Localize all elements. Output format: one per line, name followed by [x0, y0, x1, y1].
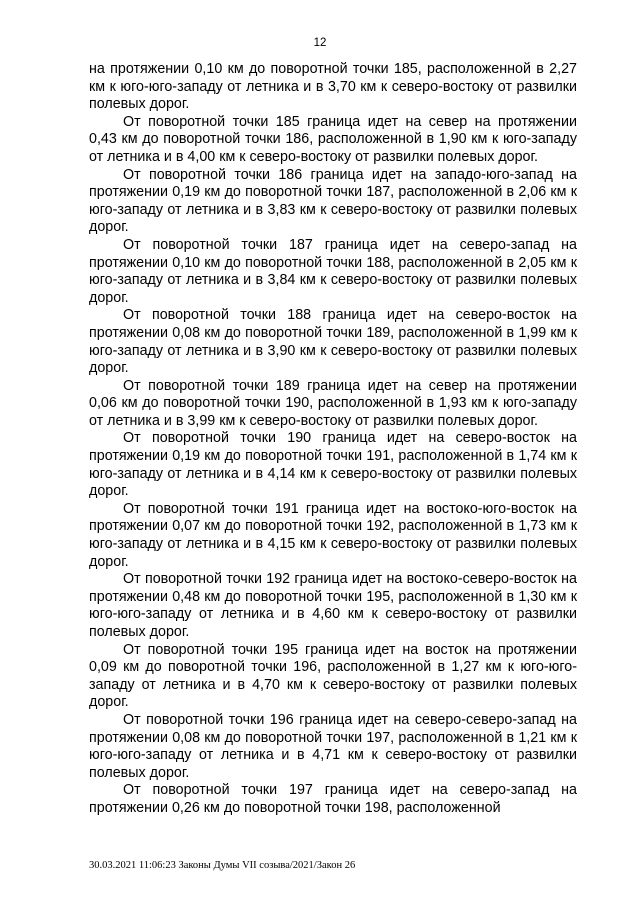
paragraph: От поворотной точки 190 граница идет на северо-восток на протяжении 0,19 км до поворотной точки 191, расположенной в 1,74 км к юго-западу от летника и в 4,14 км к северо-востоку от развилки полевых дорог. — [89, 430, 577, 500]
paragraph: От поворотной точки 196 граница идет на северо-северо-запад на протяжении 0,08 км до поворотной точки 197, расположенной в 1,21 км к юго-юго-западу от летника и в 4,71 км к северо-востоку от развилки полевых дорог. — [89, 711, 577, 781]
paragraph: От поворотной точки 187 граница идет на северо-запад на протяжении 0,10 км до поворотной точки 188, расположенной в 2,05 км к юго-западу от летника и в 3,84 км к северо-востоку от развилки полевых дорог. — [89, 236, 577, 306]
paragraph: От поворотной точки 189 граница идет на север на протяжении 0,06 км до поворотной точки 190, расположенной в 1,93 км к юго-западу от летника и в 3,99 км к северо-востоку от развилки полевых дорог. — [89, 377, 577, 429]
page-number: 12 — [313, 37, 327, 49]
document-footer: 30.03.2021 11:06:23 Законы Думы VII созыва/2021/Закон 26 — [89, 860, 356, 871]
paragraph: От поворотной точки 191 граница идет на востоко-юго-восток на протяжении 0,07 км до поворотной точки 192, расположенной в 1,73 км к юго-западу от летника и в 4,15 км к северо-востоку от развилки полевых дорог. — [89, 500, 577, 570]
paragraph: От поворотной точки 192 граница идет на востоко-северо-восток на протяжении 0,48 км до поворотной точки 195, расположенной в 1,30 км к юго-юго-западу от летника и в 4,60 км к северо-востоку от развилки полевых дорог. — [89, 571, 577, 640]
paragraph: От поворотной точки 186 граница идет на западо-юго-запад на протяжении 0,19 км до поворотной точки 187, расположенной в 2,06 км к юго-западу от летника и в 3,83 км к северо-востоку от развилки полевых дорог. — [89, 166, 577, 236]
paragraph-continued: на протяжении 0,10 км до поворотной точки 185, расположенной в 2,27 км к юго-юго-западу от летника и в 3,70 км к северо-востоку от развилки полевых дорог. — [89, 61, 577, 113]
paragraph: От поворотной точки 197 граница идет на северо-запад на протяжении 0,26 км до поворотной точки 198, расположенной — [89, 782, 577, 816]
paragraph: От поворотной точки 185 граница идет на север на протяжении 0,43 км до поворотной точки 186, расположенной в 1,90 км к юго-западу от летника и в 4,00 км к северо-востоку от развилки полевых дорог. — [89, 113, 577, 165]
paragraph: От поворотной точки 188 граница идет на северо-восток на протяжении 0,08 км до поворотной точки 189, расположенной в 1,99 км к юго-западу от летника и в 3,90 км к северо-востоку от развилки полевых дорог. — [89, 307, 577, 377]
document-body — [89, 61, 577, 818]
paragraph: От поворотной точки 195 граница идет на восток на протяжении 0,09 км до поворотной точки 196, расположенной в 1,27 км к юго-юго-западу от летника и в 4,70 км к северо-востоку от развилки полевых дорог. — [89, 641, 577, 711]
